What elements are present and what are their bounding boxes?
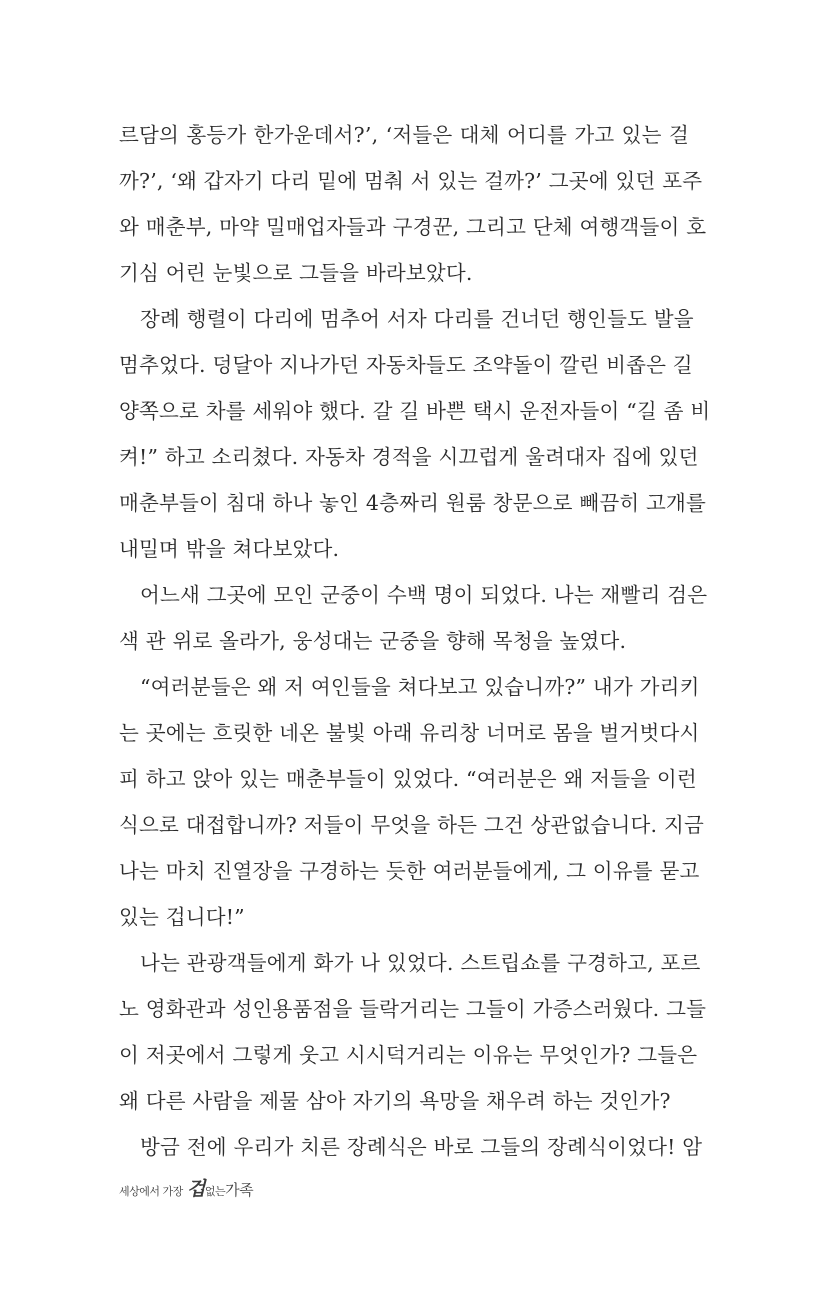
text-line: 멈추었다. 덩달아 지나가던 자동차들도 조약돌이 깔린 비좁은 길 bbox=[119, 353, 693, 377]
text-line: 기심 어린 눈빛으로 그들을 바라보았다. bbox=[119, 261, 473, 285]
running-footer-book-title bbox=[119, 1174, 253, 1201]
body-text bbox=[119, 112, 711, 1170]
text-line: 있는 겁니다!” bbox=[119, 905, 245, 929]
text-line: 식으로 대접합니까? 저들이 무엇을 하든 그건 상관없습니다. 지금 bbox=[119, 813, 704, 837]
text-line: 이 저곳에서 그렇게 웃고 시시덕거리는 이유는 무엇인가? 그들은 bbox=[119, 1043, 698, 1067]
text-line: “여러분들은 왜 저 여인들을 쳐다보고 있습니까?” 내가 가리키 bbox=[140, 675, 700, 699]
text-line: 어느새 그곳에 모인 군중이 수백 명이 되었다. 나는 재빨리 검은 bbox=[140, 583, 708, 607]
text-line: 피 하고 앉아 있는 매춘부들이 있었다. “여러분은 왜 저들을 이런 bbox=[119, 767, 697, 791]
text-line: 노 영화관과 성인용품점을 들락거리는 그들이 가증스러웠다. 그들 bbox=[119, 997, 707, 1021]
text-line: 양쪽으로 차를 세워야 했다. 갈 길 바쁜 택시 운전자들이 “길 좀 비 bbox=[119, 399, 711, 423]
text-line: 색 관 위로 올라가, 웅성대는 군중을 향해 목청을 높였다. bbox=[119, 629, 627, 653]
footer-title-part: 겁 bbox=[187, 1178, 205, 1200]
text-line: 방금 전에 우리가 치른 장례식은 바로 그들의 장례식이었다! 암 bbox=[140, 1135, 703, 1159]
text-line: 왜 다른 사람을 제물 삼아 자기의 욕망을 채우려 하는 것인가? bbox=[119, 1089, 671, 1113]
text-line: 나는 관광객들에게 화가 나 있었다. 스트립쇼를 구경하고, 포르 bbox=[140, 951, 701, 975]
text-line: 르담의 홍등가 한가운데서?’, ‘저들은 대체 어디를 가고 있는 걸 bbox=[119, 123, 689, 147]
text-line: 나는 마치 진열장을 구경하는 듯한 여러분들에게, 그 이유를 묻고 bbox=[119, 859, 700, 883]
text-line: 장례 행렬이 다리에 멈추어 서자 다리를 건너던 행인들도 발을 bbox=[140, 307, 694, 331]
footer-title-part: 가족 bbox=[225, 1181, 254, 1199]
text-line: 까?’, ‘왜 갑자기 다리 밑에 멈춰 서 있는 걸까?’ 그곳에 있던 포주 bbox=[119, 169, 703, 193]
text-line: 켜!” 하고 소리쳤다. 자동차 경적을 시끄럽게 울려대자 집에 있던 bbox=[119, 445, 699, 469]
text-line: 와 매춘부, 마약 밀매업자들과 구경꾼, 그리고 단체 여행객들이 호 bbox=[119, 215, 707, 239]
footer-title-part: 세상에서 가장 bbox=[119, 1185, 183, 1198]
text-line: 내밀며 밖을 쳐다보았다. bbox=[119, 537, 340, 561]
text-line: 매춘부들이 침대 하나 놓인 4층짜리 원룸 창문으로 빼끔히 고개를 bbox=[119, 491, 707, 515]
text-line: 는 곳에는 흐릿한 네온 불빛 아래 유리창 너머로 몸을 벌거벗다시 bbox=[119, 721, 700, 745]
footer-title-part: 없는 bbox=[204, 1185, 226, 1198]
